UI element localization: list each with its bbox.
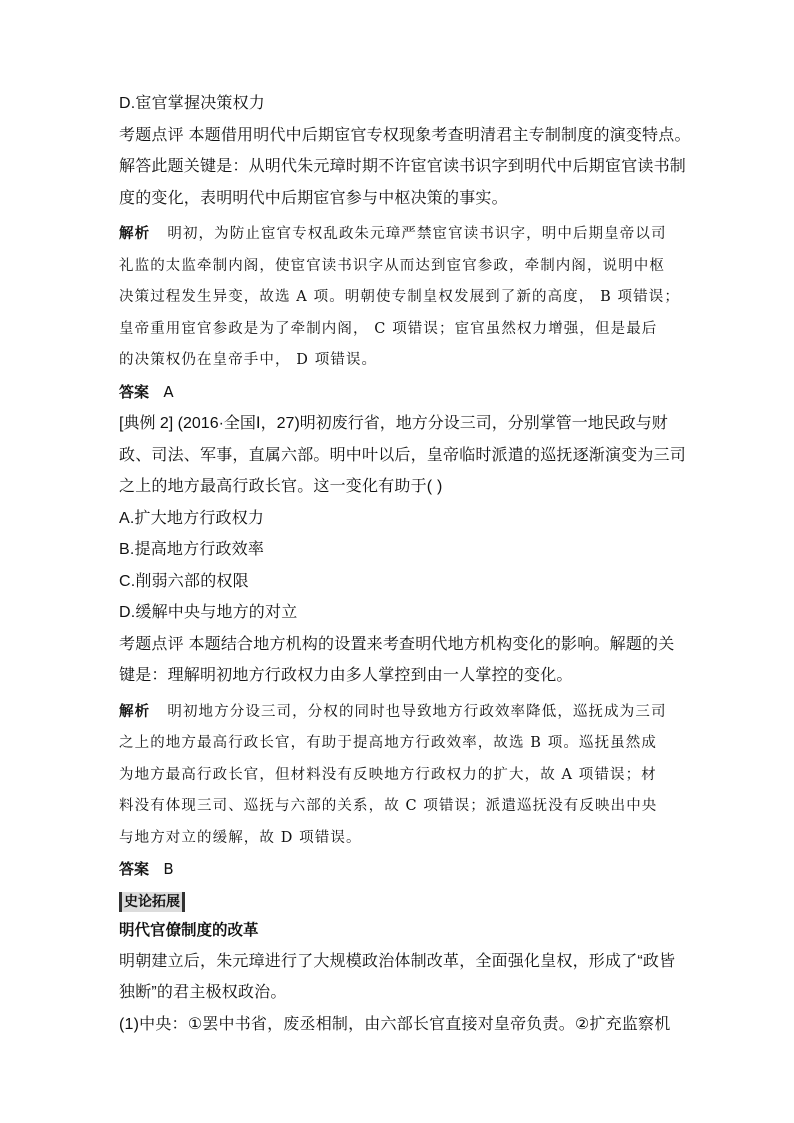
analysis-text: 明初地方分设三司，分权的同时也导致地方行政效率降低，巡抚成为三司 [167, 703, 667, 720]
option-d: D.缓解中央与地方的对立 [119, 604, 298, 621]
intro-line: 明朝建立后，朱元璋进行了大规模政治体制改革，全面强化皇权，形成了“政皆 [119, 952, 676, 970]
comment-line: 解答此题关键是：从明代朱元璋时期不许宦官读书识字到明代中后期宦官读书制 [119, 158, 687, 175]
comment-line: 键是：理解明初地方行政权力由多人掌控到由一人掌控的变化。 [119, 667, 573, 684]
comment-line: 考题点评 本题结合地方机构的设置来考查明代地方机构变化的影响。解题的关 [119, 635, 675, 653]
analysis-line: 皇帝重用宦官参政是为了牵制内阁， C 项错误；宦官虽然权力增强，但是最后 [119, 320, 658, 337]
analysis-line: 为地方最高行政长官，但材料没有反映地方行政权力的扩大，故 A 项错误；材 [119, 766, 657, 783]
answer-label: 答案 [119, 860, 150, 878]
comment-line: 度的变化，表明明代中后期宦官参与中枢决策的事实。 [119, 189, 508, 207]
example-stem-line: 政、司法、军事，直属六部。明中叶以后，皇帝临时派遣的巡抚逐渐演变为三司 [119, 446, 687, 464]
analysis-line: 与地方对立的缓解，故 D 项错误。 [119, 829, 362, 846]
option-c: C.削弱六部的权限 [119, 572, 249, 590]
example-stem-line: [典例 2] (2016·全国Ⅰ，27)明初废行省，地方分设三司，分别掌管一地民政与财 [119, 415, 668, 432]
answer-line [119, 377, 679, 409]
analysis-line: 决策过程发生异变，故选 A 项。明朝使专制皇权发展到了新的高度， B 项错误； [119, 289, 680, 305]
analysis-line: 之上的地方最高行政长官，有助于提高地方行政效率，故选 B 项。巡抚虽然成 [119, 735, 657, 751]
intro-line: 独断”的君主极权政治。 [119, 984, 287, 1001]
analysis-label: 解析 [119, 702, 151, 720]
option-d: D.宦官掌握决策权力 [119, 95, 266, 112]
comment-line: 考题点评 本题借用明代中后期宦官专权现象考查明清君主专制制度的演变特点。 [119, 126, 691, 144]
example-stem-line: 之上的地方最高行政长官。这一变化有助于( ) [119, 478, 443, 495]
analysis-label: 解析 [119, 225, 151, 242]
option-a: A.扩大地方行政权力 [119, 509, 265, 527]
section-label-wrap [119, 886, 679, 915]
page-content [119, 88, 691, 1040]
analysis-line: 料没有体现三司、巡抚与六部的关系，故 C 项错误；派遣巡抚没有反映出中央 [119, 798, 658, 814]
analysis-line: 的决策权仍在皇帝手中， D 项错误。 [119, 352, 378, 368]
analysis-line: 礼监的太监牵制内阁，使宦官读书识字从而达到宦官参政，牵制内阁，说明中枢 [119, 257, 665, 274]
answer-value: A [163, 382, 174, 401]
analysis-text: 明初，为防止宦官专权乱政朱元璋严禁宦官读书识字，明中后期皇帝以司 [167, 226, 667, 242]
section-label: 史论拓展 [119, 892, 185, 912]
answer-line [119, 854, 679, 886]
analysis-line [119, 696, 679, 729]
option-b: B.提高地方行政效率 [119, 541, 265, 558]
answer-value: B [163, 860, 174, 878]
section-title: 明代官僚制度的改革 [119, 920, 259, 939]
item-line: (1)中央：①罢中书省，废丞相制，由六部长官直接对皇帝负责。②扩充监察机 [119, 1015, 671, 1033]
answer-label: 答案 [119, 382, 150, 401]
analysis-line [119, 218, 679, 251]
